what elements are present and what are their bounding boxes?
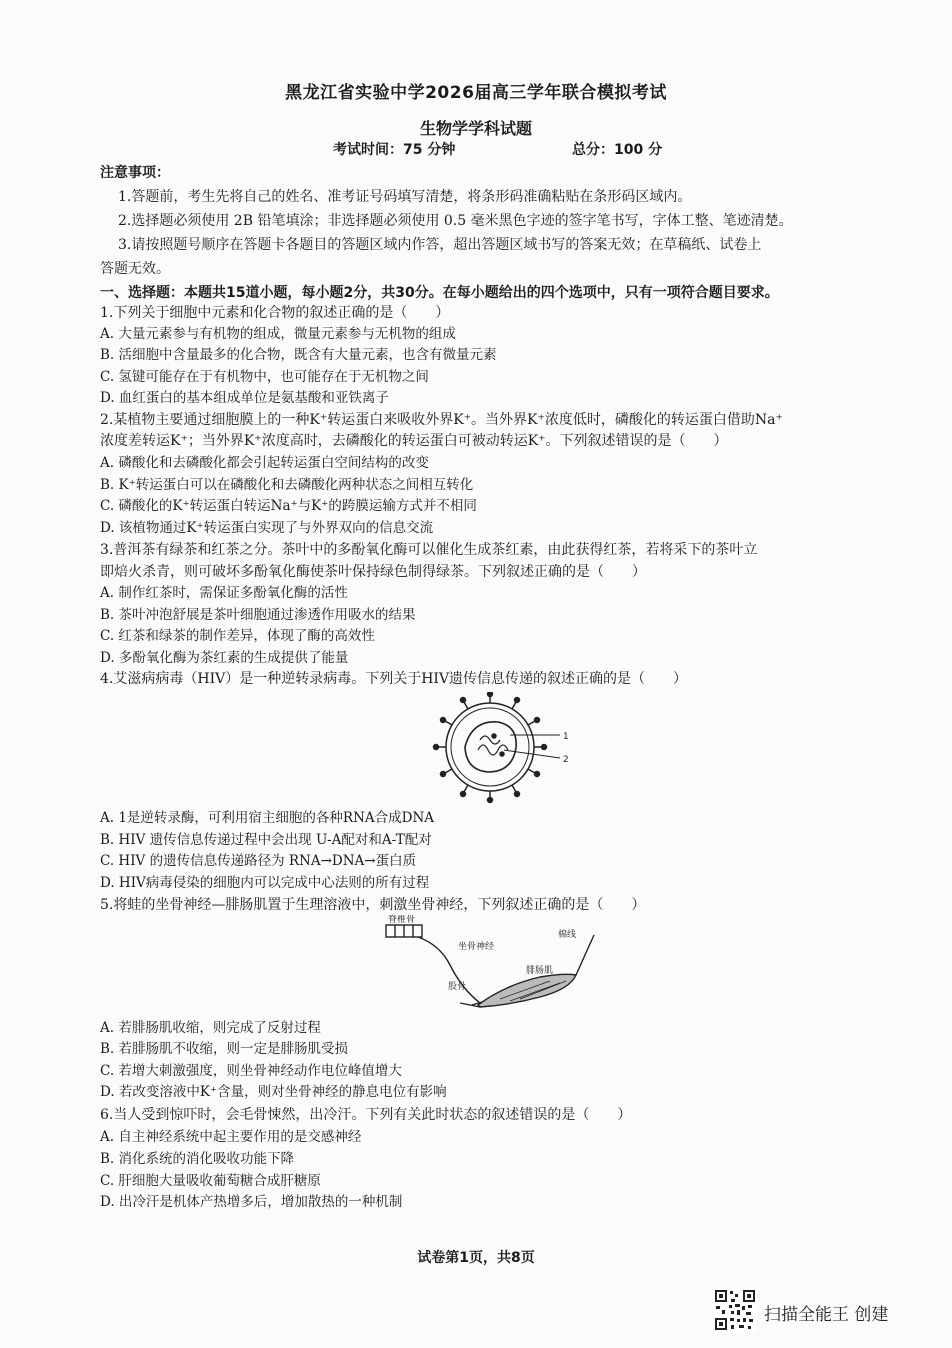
question-stem: 浓度差转运K⁺；当外界K⁺浓度高时，去磷酸化的转运蛋白可被动转运K⁺。下列叙述错误的是（ ） — [100, 433, 728, 449]
subject-title: 生物学学科试题 — [419, 119, 532, 138]
option: C. 红茶和绿茶的制作差异，体现了酶的高效性 — [100, 628, 375, 644]
figure-label: 1 — [563, 732, 569, 742]
exam-time: 考试时间：75 分钟 — [333, 142, 456, 158]
figure-label: 腓肠肌 — [526, 966, 554, 976]
total-score: 总分：100 分 — [572, 142, 663, 158]
figure-label: 棉线 — [558, 930, 577, 940]
option: D. HIV病毒侵染的细胞内可以完成中心法则的所有过程 — [100, 875, 430, 891]
option: D. 该植物通过K⁺转运蛋白实现了与外界双向的信息交流 — [100, 520, 434, 536]
option: A. 大量元素参与有机物的组成，微量元素参与无机物的组成 — [100, 326, 456, 342]
figure-label: 2 — [563, 755, 569, 765]
notice-item: 2.选择题必须使用 2B 铅笔填涂；非选择题必须使用 0.5 毫米黑色字迹的签字笔书写，字体工整、笔迹清楚。 — [118, 213, 793, 229]
notice-item: 1.答题前，考生先将自己的姓名、准考证号码填写清楚，将条形码准确粘贴在条形码区域内。 — [118, 189, 692, 205]
option: D. 出冷汗是机体产热增多后，增加散热的一种机制 — [100, 1194, 403, 1210]
section-heading: 一、选择题：本题共15道小题，每小题2分，共30分。在每小题给出的四个选项中，只有一项符合题目要求。 — [100, 285, 779, 301]
exam-title: 黑龙江省实验中学2026届高三学年联合模拟考试 — [285, 83, 667, 103]
option: B. 活细胞中含量最多的化合物，既含有大量元素，也含有微量元素 — [100, 347, 497, 363]
question-stem: 6.当人受到惊吓时，会毛骨悚然，出冷汗。下列有关此时状态的叙述错误的是（ ） — [100, 1107, 632, 1123]
question-stem: 3.普洱茶有绿茶和红茶之分。茶叶中的多酚氧化酶可以催化生成茶红素，由此获得红茶，若将采下的茶叶立 — [100, 542, 758, 558]
option: D. 血红蛋白的基本组成单位是氨基酸和亚铁离子 — [100, 390, 389, 406]
notice-item: 3.请按照题号顺序在答题卡各题目的答题区域内作答，超出答题区域书写的答案无效；在草稿纸、试卷上 — [118, 237, 762, 253]
question-stem: 5.将蛙的坐骨神经—腓肠肌置于生理溶液中，刺激坐骨神经，下列叙述正确的是（ ） — [100, 897, 646, 913]
option: C. HIV 的遗传信息传递路径为 RNA→DNA→蛋白质 — [100, 853, 417, 869]
option: D. 若改变溶液中K⁺含量，则对坐骨神经的静息电位有影响 — [100, 1084, 447, 1100]
option: C. 氢键可能存在于有机物中，也可能存在于无机物之间 — [100, 369, 429, 385]
question-stem: 4.艾滋病病毒（HIV）是一种逆转录病毒。下列关于HIV遗传信息传递的叙述正确的是（ ） — [100, 671, 688, 687]
option: B. 茶叶冲泡舒展是茶叶细胞通过渗透作用吸水的结果 — [100, 607, 416, 623]
figure-label: 脊椎骨 — [388, 915, 416, 925]
option: A. 制作红茶时，需保证多酚氧化酶的活性 — [100, 585, 348, 601]
option: B. 若腓肠肌不收缩，则一定是腓肠肌受损 — [100, 1041, 349, 1057]
option: B. 消化系统的消化吸收功能下降 — [100, 1151, 295, 1167]
option: C. 肝细胞大量吸收葡萄糖合成肝糖原 — [100, 1173, 321, 1189]
page-footer: 试卷第1页，共8页 — [417, 1250, 535, 1266]
option: C. 若增大刺激强度，则坐骨神经动作电位峰值增大 — [100, 1063, 402, 1079]
option: A. 1是逆转录酶，可利用宿主细胞的各种RNA合成DNA — [100, 810, 435, 826]
option: B. K⁺转运蛋白可以在磷酸化和去磷酸化两种状态之间相互转化 — [100, 477, 474, 493]
nerve-muscle-figure — [380, 915, 610, 1015]
option: A. 若腓肠肌收缩，则完成了反射过程 — [100, 1020, 321, 1036]
option: A. 磷酸化和去磷酸化都会引起转运蛋白空间结构的改变 — [100, 455, 429, 471]
figure-label: 股骨 — [448, 982, 467, 992]
option: A. 自主神经系统中起主要作用的是交感神经 — [100, 1129, 362, 1145]
question-stem: 即焙火杀青，则可破坏多酚氧化酶使茶叶保持绿色制得绿茶。下列叙述正确的是（ ） — [100, 564, 646, 580]
qr-code-icon — [713, 1288, 757, 1332]
option: B. HIV 遗传信息传递过程中会出现 U-A配对和A-T配对 — [100, 832, 432, 848]
hiv-virus-figure — [420, 692, 580, 807]
question-stem: 1.下列关于细胞中元素和化合物的叙述正确的是（ ） — [100, 305, 450, 321]
scanner-watermark: 扫描全能王 创建 — [764, 1305, 889, 1325]
notice-item: 答题无效。 — [100, 261, 170, 277]
question-stem: 2.某植物主要通过细胞膜上的一种K⁺转运蛋白来吸收外界K⁺。当外界K⁺浓度低时，磷酸化的转运蛋白借助Na⁺ — [100, 412, 783, 428]
notice-heading: 注意事项： — [100, 165, 170, 181]
option: D. 多酚氧化酶为茶红素的生成提供了能量 — [100, 650, 349, 666]
figure-label: 坐骨神经 — [458, 942, 495, 952]
option: C. 磷酸化的K⁺转运蛋白转运Na⁺与K⁺的跨膜运输方式并不相同 — [100, 498, 477, 514]
